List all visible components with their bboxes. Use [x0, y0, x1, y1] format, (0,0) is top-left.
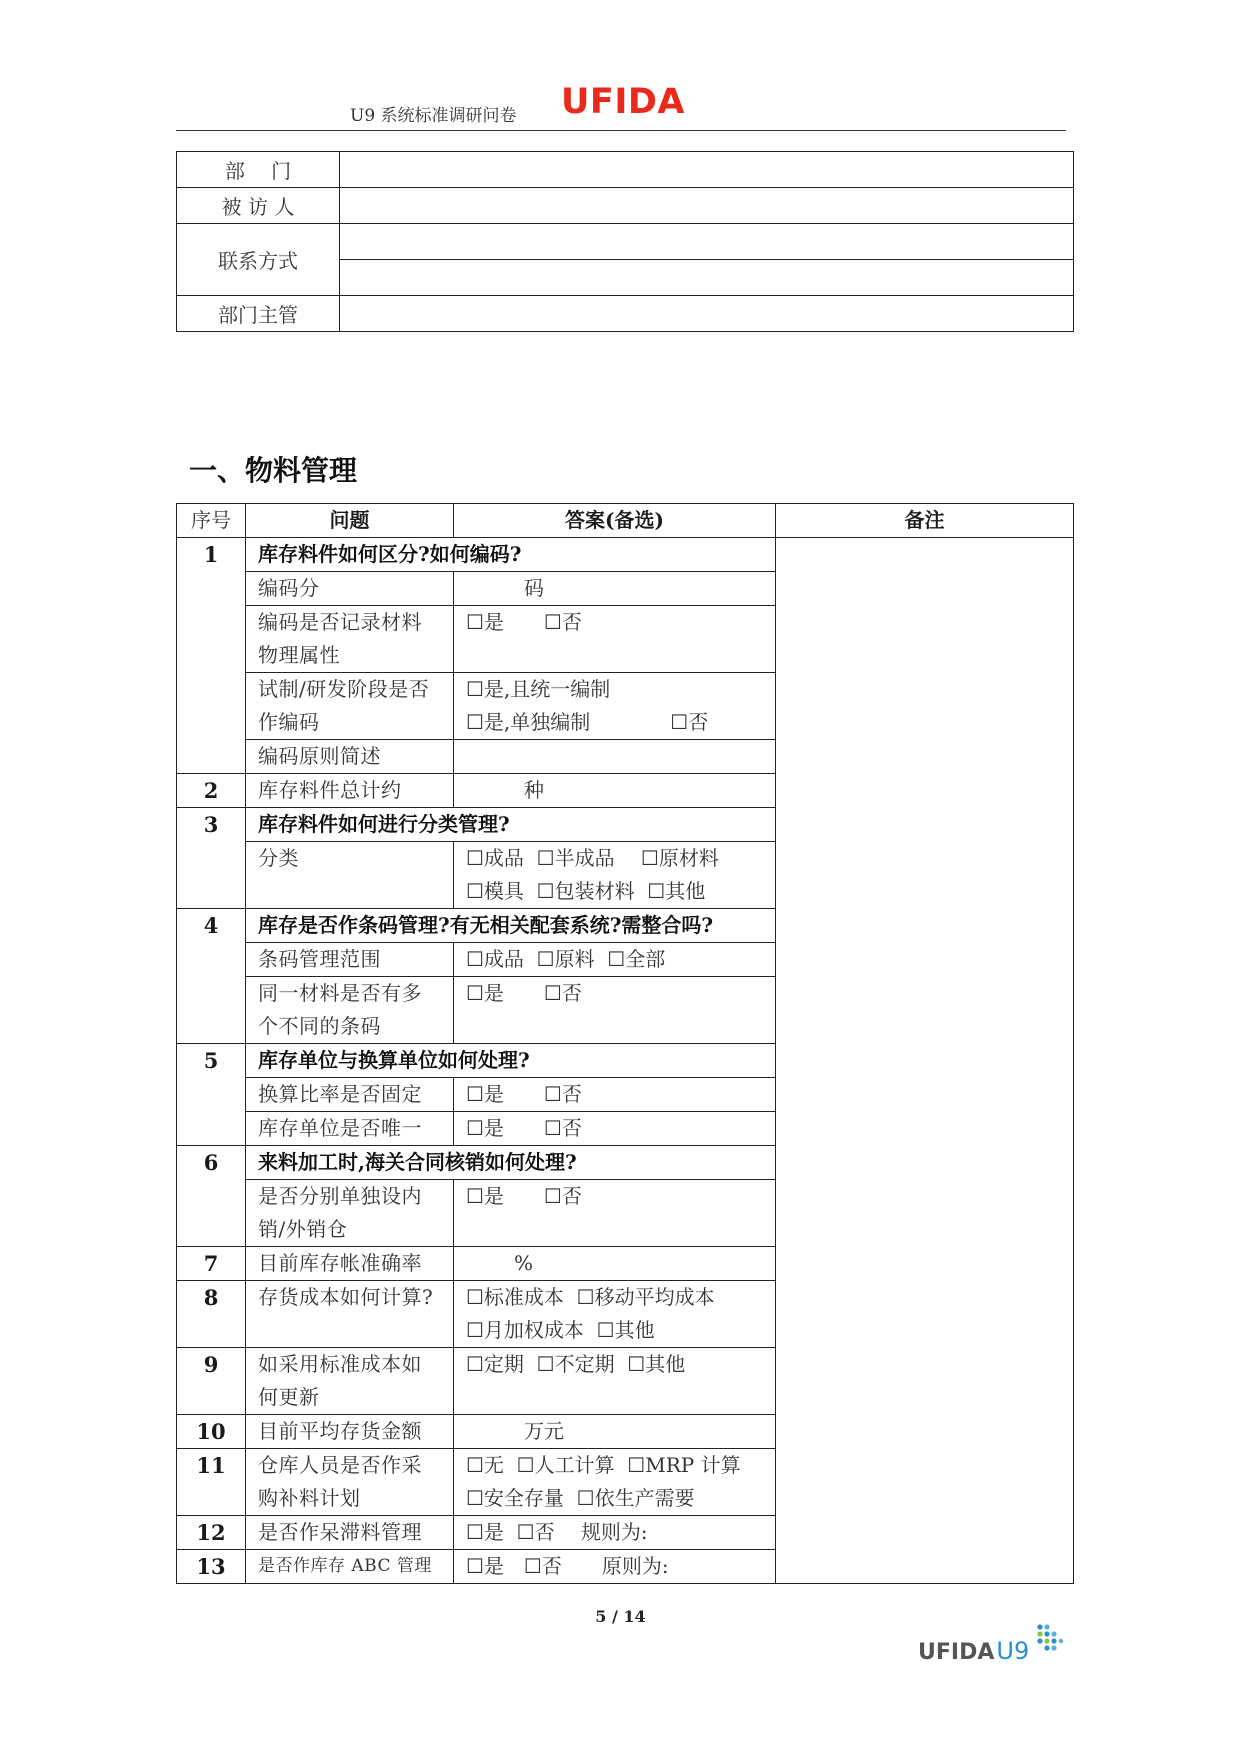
page-header [176, 82, 1066, 131]
interviewee-label: 被 访 人 [177, 188, 340, 224]
row-10-answer[interactable]: 万元 [454, 1415, 776, 1449]
row-3-sub-1-question: 分类 [246, 842, 454, 909]
contact-label: 联系方式 [177, 224, 340, 296]
row-4-sub-1-question: 条码管理范围 [246, 943, 454, 977]
row-4-sub-2-answer[interactable]: ☐是 ☐否 [454, 977, 776, 1044]
row-2-question: 库存料件总计约 [246, 774, 454, 808]
row-10-question: 目前平均存货金额 [246, 1415, 454, 1449]
row-5-sub-2-answer[interactable]: ☐是 ☐否 [454, 1112, 776, 1146]
row-6-number: 6 [177, 1146, 246, 1247]
contact-field-1[interactable] [340, 224, 1074, 260]
contact-field-2[interactable] [340, 260, 1074, 296]
row-7-question: 目前库存帐准确率 [246, 1247, 454, 1281]
row-5-question: 库存单位与换算单位如何处理? [246, 1044, 776, 1078]
row-8-answer[interactable]: ☐标准成本 ☐移动平均成本 ☐月加权成本 ☐其他 [454, 1281, 776, 1348]
row-3-number: 3 [177, 808, 246, 909]
row-13-answer[interactable]: ☐是 ☐否 原则为: [454, 1550, 776, 1584]
row-6-question: 来料加工时,海关合同核销如何处理? [246, 1146, 776, 1180]
row-5-sub-1-question: 换算比率是否固定 [246, 1078, 454, 1112]
respondent-info-table [176, 151, 1074, 332]
row-4-sub-1-answer[interactable]: ☐成品 ☐原料 ☐全部 [454, 943, 776, 977]
row-1-sub-1-question: 编码分 [246, 572, 454, 606]
row-11-number: 11 [177, 1449, 246, 1516]
header-question: 问题 [246, 504, 454, 538]
row-1-sub-2-question: 编码是否记录材料 物理属性 [246, 606, 454, 673]
row-4-sub-2-question: 同一材料是否有多 个不同的条码 [246, 977, 454, 1044]
interviewee-field[interactable] [340, 188, 1074, 224]
department-label: 部 门 [177, 152, 340, 188]
row-1-sub-4-answer[interactable] [454, 740, 776, 774]
row-11-question: 仓库人员是否作采 购补料计划 [246, 1449, 454, 1516]
row-5-number: 5 [177, 1044, 246, 1146]
row-12-answer[interactable]: ☐是 ☐否 规则为: [454, 1516, 776, 1550]
row-12-question: 是否作呆滞料管理 [246, 1516, 454, 1550]
row-8-number: 8 [177, 1281, 246, 1348]
header-remark: 备注 [776, 504, 1074, 538]
row-1-number: 1 [177, 538, 246, 774]
row-4-question: 库存是否作条码管理?有无相关配套系统?需整合吗? [246, 909, 776, 943]
row-13-number: 13 [177, 1550, 246, 1584]
row-1-sub-4-question: 编码原则简述 [246, 740, 454, 774]
ufida-u9-logo [918, 1637, 1064, 1665]
row-6-sub-1-answer[interactable]: ☐是 ☐否 [454, 1180, 776, 1247]
material-management-table [176, 503, 1074, 1584]
row-9-answer[interactable]: ☐定期 ☐不定期 ☐其他 [454, 1348, 776, 1415]
row-1-sub-2-answer[interactable]: ☐是 ☐否 [454, 606, 776, 673]
row-11-answer[interactable]: ☐无 ☐人工计算 ☐MRP 计算 ☐安全存量 ☐依生产需要 [454, 1449, 776, 1516]
row-10-number: 10 [177, 1415, 246, 1449]
row-4-number: 4 [177, 909, 246, 1044]
row-1-sub-3-question: 试制/研发阶段是否 作编码 [246, 673, 454, 740]
header-no: 序号 [177, 504, 246, 538]
row-7-number: 7 [177, 1247, 246, 1281]
row-5-sub-1-answer[interactable]: ☐是 ☐否 [454, 1078, 776, 1112]
row-8-question: 存货成本如何计算? [246, 1281, 454, 1348]
row-7-answer[interactable]: % [454, 1247, 776, 1281]
footer-logo-suffix: U9 [996, 1637, 1030, 1665]
row-1-sub-3-answer[interactable]: ☐是,且统一编制 ☐是,单独编制 ☐否 [454, 673, 776, 740]
dots-logo-icon [1034, 1623, 1064, 1657]
row-1-question: 库存料件如何区分?如何编码? [246, 538, 776, 572]
header-answer: 答案(备选) [454, 504, 776, 538]
row-6-sub-1-question: 是否分别单独设内 销/外销仓 [246, 1180, 454, 1247]
supervisor-field[interactable] [340, 296, 1074, 332]
page-number: 5 / 14 [595, 1607, 646, 1626]
row-9-question: 如采用标准成本如 何更新 [246, 1348, 454, 1415]
section-title: 一、物料管理 [189, 454, 358, 487]
row-9-number: 9 [177, 1348, 246, 1415]
row-3-sub-1-answer[interactable]: ☐成品 ☐半成品 ☐原材料 ☐模具 ☐包装材料 ☐其他 [454, 842, 776, 909]
row-13-question: 是否作库存 ABC 管理 [246, 1550, 454, 1584]
document-title: U9 系统标准调研问卷 [350, 106, 517, 126]
row-3-question: 库存料件如何进行分类管理? [246, 808, 776, 842]
row-1-sub-1-answer[interactable]: 码 [454, 572, 776, 606]
row-2-number: 2 [177, 774, 246, 808]
row-5-sub-2-question: 库存单位是否唯一 [246, 1112, 454, 1146]
row-12-number: 12 [177, 1516, 246, 1550]
ufida-logo: UFIDA [561, 82, 685, 122]
footer-logo-text: UFIDA [918, 1640, 995, 1665]
row-2-answer[interactable]: 种 [454, 774, 776, 808]
remark-column[interactable] [776, 538, 1074, 1584]
supervisor-label: 部门主管 [177, 296, 340, 332]
department-field[interactable] [340, 152, 1074, 188]
